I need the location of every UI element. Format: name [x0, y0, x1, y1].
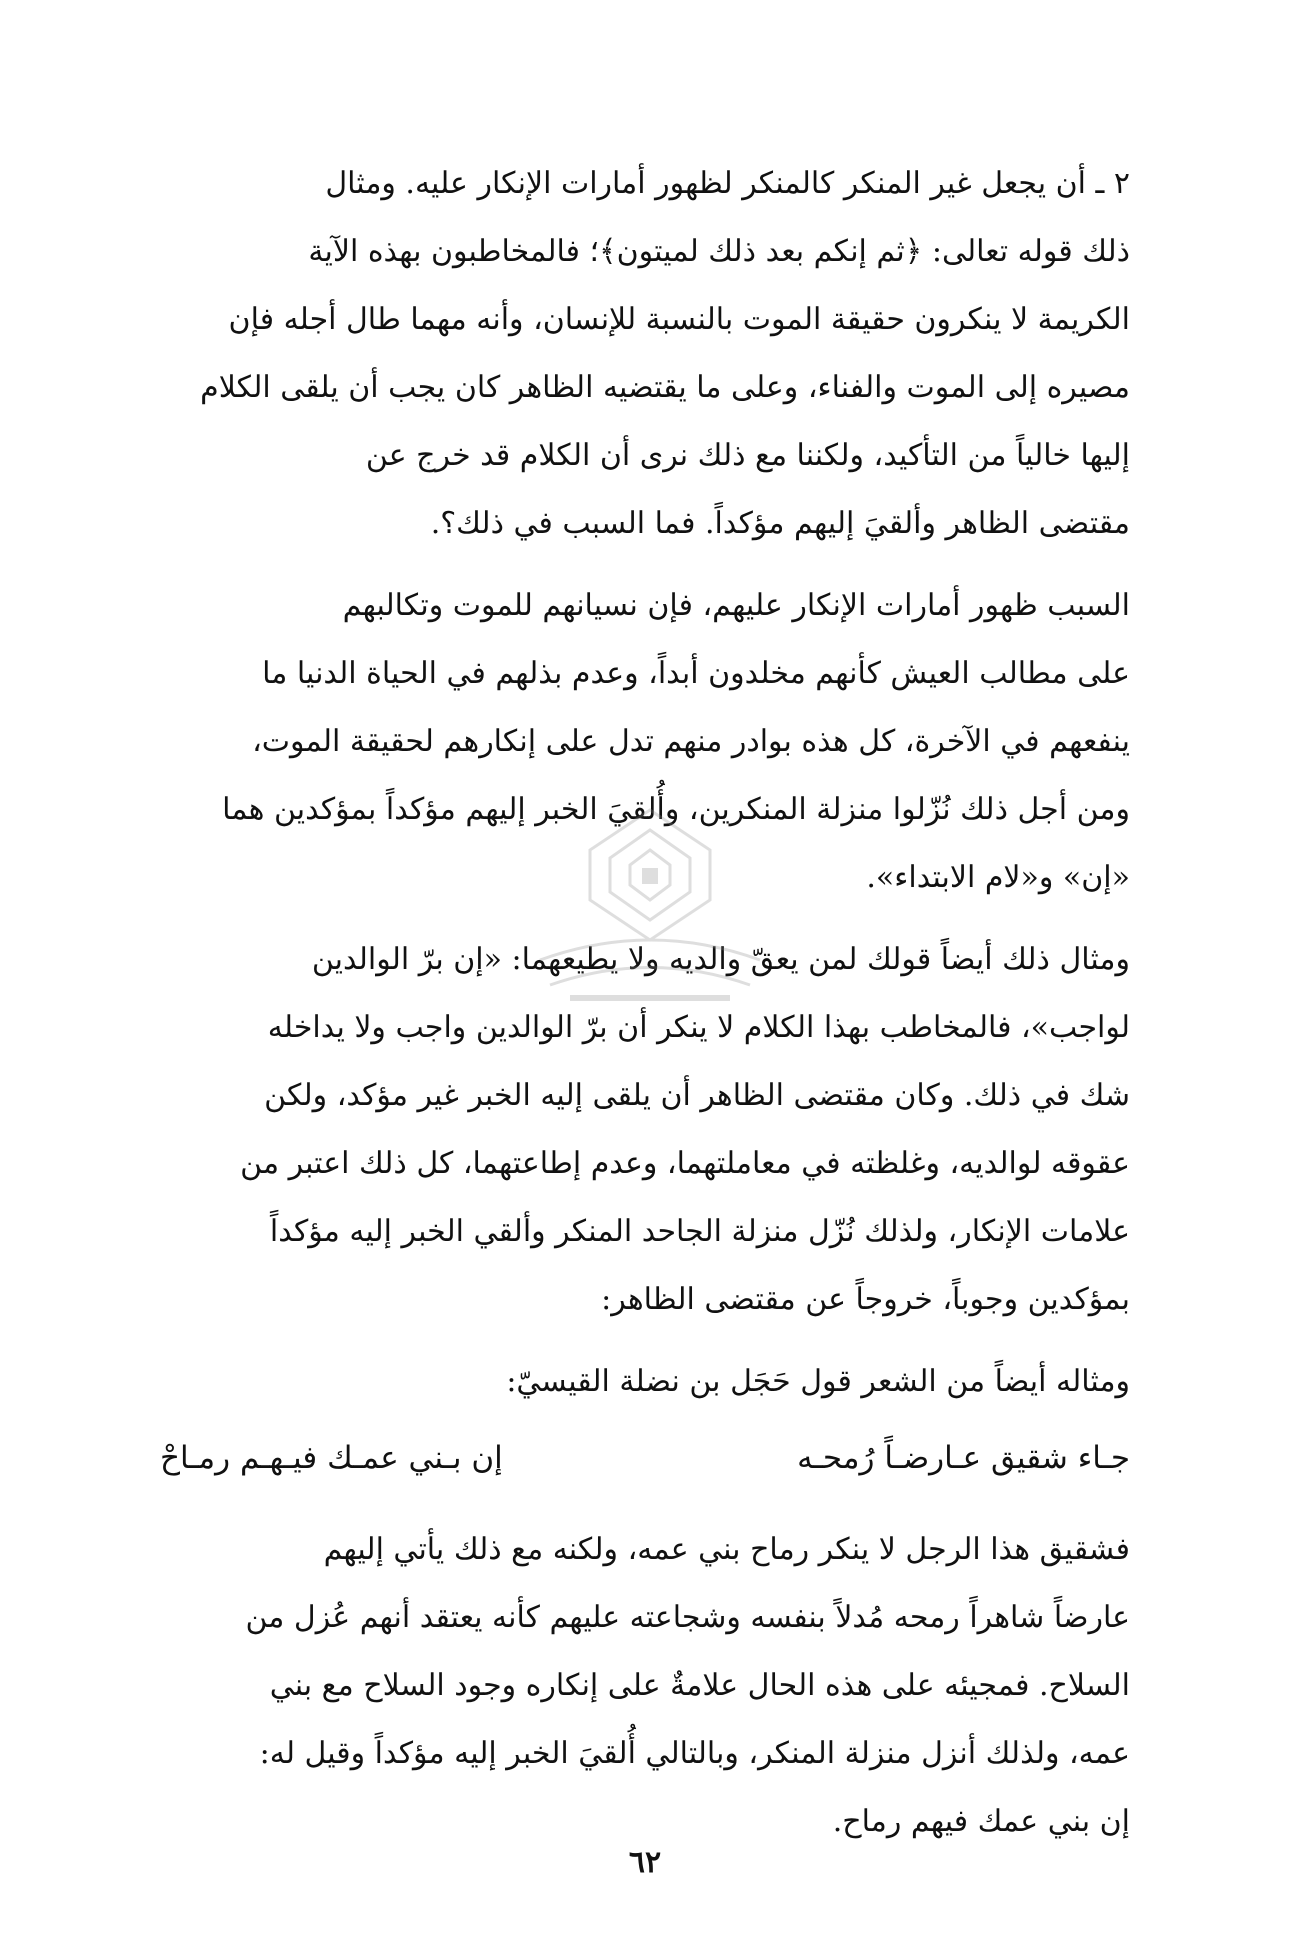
text-line: ينفعهم في الآخرة، كل هذه بوادر منهم تدل على إنكارهم لحقيقة الموت، [252, 724, 1130, 759]
text-line: «إن» و«لام الابتداء». [866, 860, 1130, 895]
text-line: ذلك قوله تعالى: ﴿ثم إنكم بعد ذلك لميتون﴾؛ فالمخاطبون بهذه الآية [308, 234, 1130, 269]
text-line: عارضاً شاهراً رمحه مُدلاً بنفسه وشجاعته عليهم كأنه يعتقد أنهم عُزل من [245, 1600, 1130, 1635]
document-page [160, 150, 1130, 1856]
text-line: ومن أجل ذلك نُزّلوا منزلة المنكرين، وأُلقيَ الخبر إليهم مؤكداً بمؤكدين هما [222, 792, 1130, 827]
paragraph-5 [160, 1516, 1130, 1856]
text-line: لواجب»، فالمخاطب بهذا الكلام لا ينكر أن برّ الوالدين واجب ولا يداخله [267, 1010, 1130, 1045]
text-line: السلاح. فمجيئه على هذه الحال علامةٌ على إنكاره وجود السلاح مع بني [269, 1668, 1130, 1703]
page-number: ٦٢ [628, 1845, 662, 1880]
text-line: شك في ذلك. وكان مقتضى الظاهر أن يلقى إليه الخبر غير مؤكد، ولكن [264, 1078, 1130, 1113]
text-line: الكريمة لا ينكرون حقيقة الموت بالنسبة للإنسان، وأنه مهما طال أجله فإن [228, 302, 1130, 337]
paragraph-4 [160, 1348, 1130, 1416]
text-line: ٢ ـ أن يجعل غير المنكر كالمنكر لظهور أمارات الإنكار عليه. ومثال [325, 166, 1130, 201]
text-line: مصيره إلى الموت والفناء، وعلى ما يقتضيه الظاهر كان يجب أن يلقى الكلام [200, 370, 1130, 405]
text-line: عمه، ولذلك أنزل منزلة المنكر، وبالتالي أُلقيَ الخبر إليه مؤكداً وقيل له: [259, 1736, 1130, 1771]
verse-second-hemistich: إن بـني عمـك فيـهـم رمـاحْ [160, 1440, 503, 1476]
text-line: بمؤكدين وجوباً، خروجاً عن مقتضى الظاهر: [601, 1282, 1130, 1317]
text-line: علامات الإنكار، ولذلك نُزّل منزلة الجاحد المنكر وألقي الخبر إليه مؤكداً [269, 1214, 1130, 1249]
verse-first-hemistich: جـاء شقيق عـارضـاً رُمحـه [797, 1440, 1130, 1476]
text-line: إن بني عمك فيهم رماح. [832, 1804, 1130, 1839]
text-line: مقتضى الظاهر وألقيَ إليهم مؤكداً. فما السبب في ذلك؟. [430, 506, 1130, 541]
text-line: فشقيق هذا الرجل لا ينكر رماح بني عمه، ولكنه مع ذلك يأتي إليهم [323, 1532, 1130, 1567]
text-line: عقوقه لوالديه، وغلظته في معاملتهما، وعدم إطاعتهما، كل ذلك اعتبر من [240, 1146, 1130, 1181]
text-line: ومثاله أيضاً من الشعر قول حَجَل بن نضلة القيسيّ: [506, 1364, 1130, 1399]
paragraph-3 [160, 926, 1130, 1334]
paragraph-1 [160, 150, 1130, 558]
poetry-verse [160, 1424, 1130, 1492]
text-line: على مطالب العيش كأنهم مخلدون أبداً، وعدم بذلهم في الحياة الدنيا ما [262, 656, 1130, 691]
text-line: إليها خالياً من التأكيد، ولكننا مع ذلك نرى أن الكلام قد خرج عن [365, 438, 1130, 473]
text-line: ومثال ذلك أيضاً قولك لمن يعقّ والديه ولا يطيعهما: «إن برّ الوالدين [311, 942, 1130, 977]
text-line: السبب ظهور أمارات الإنكار عليهم، فإن نسيانهم للموت وتكالبهم [342, 588, 1130, 623]
paragraph-2 [160, 572, 1130, 912]
